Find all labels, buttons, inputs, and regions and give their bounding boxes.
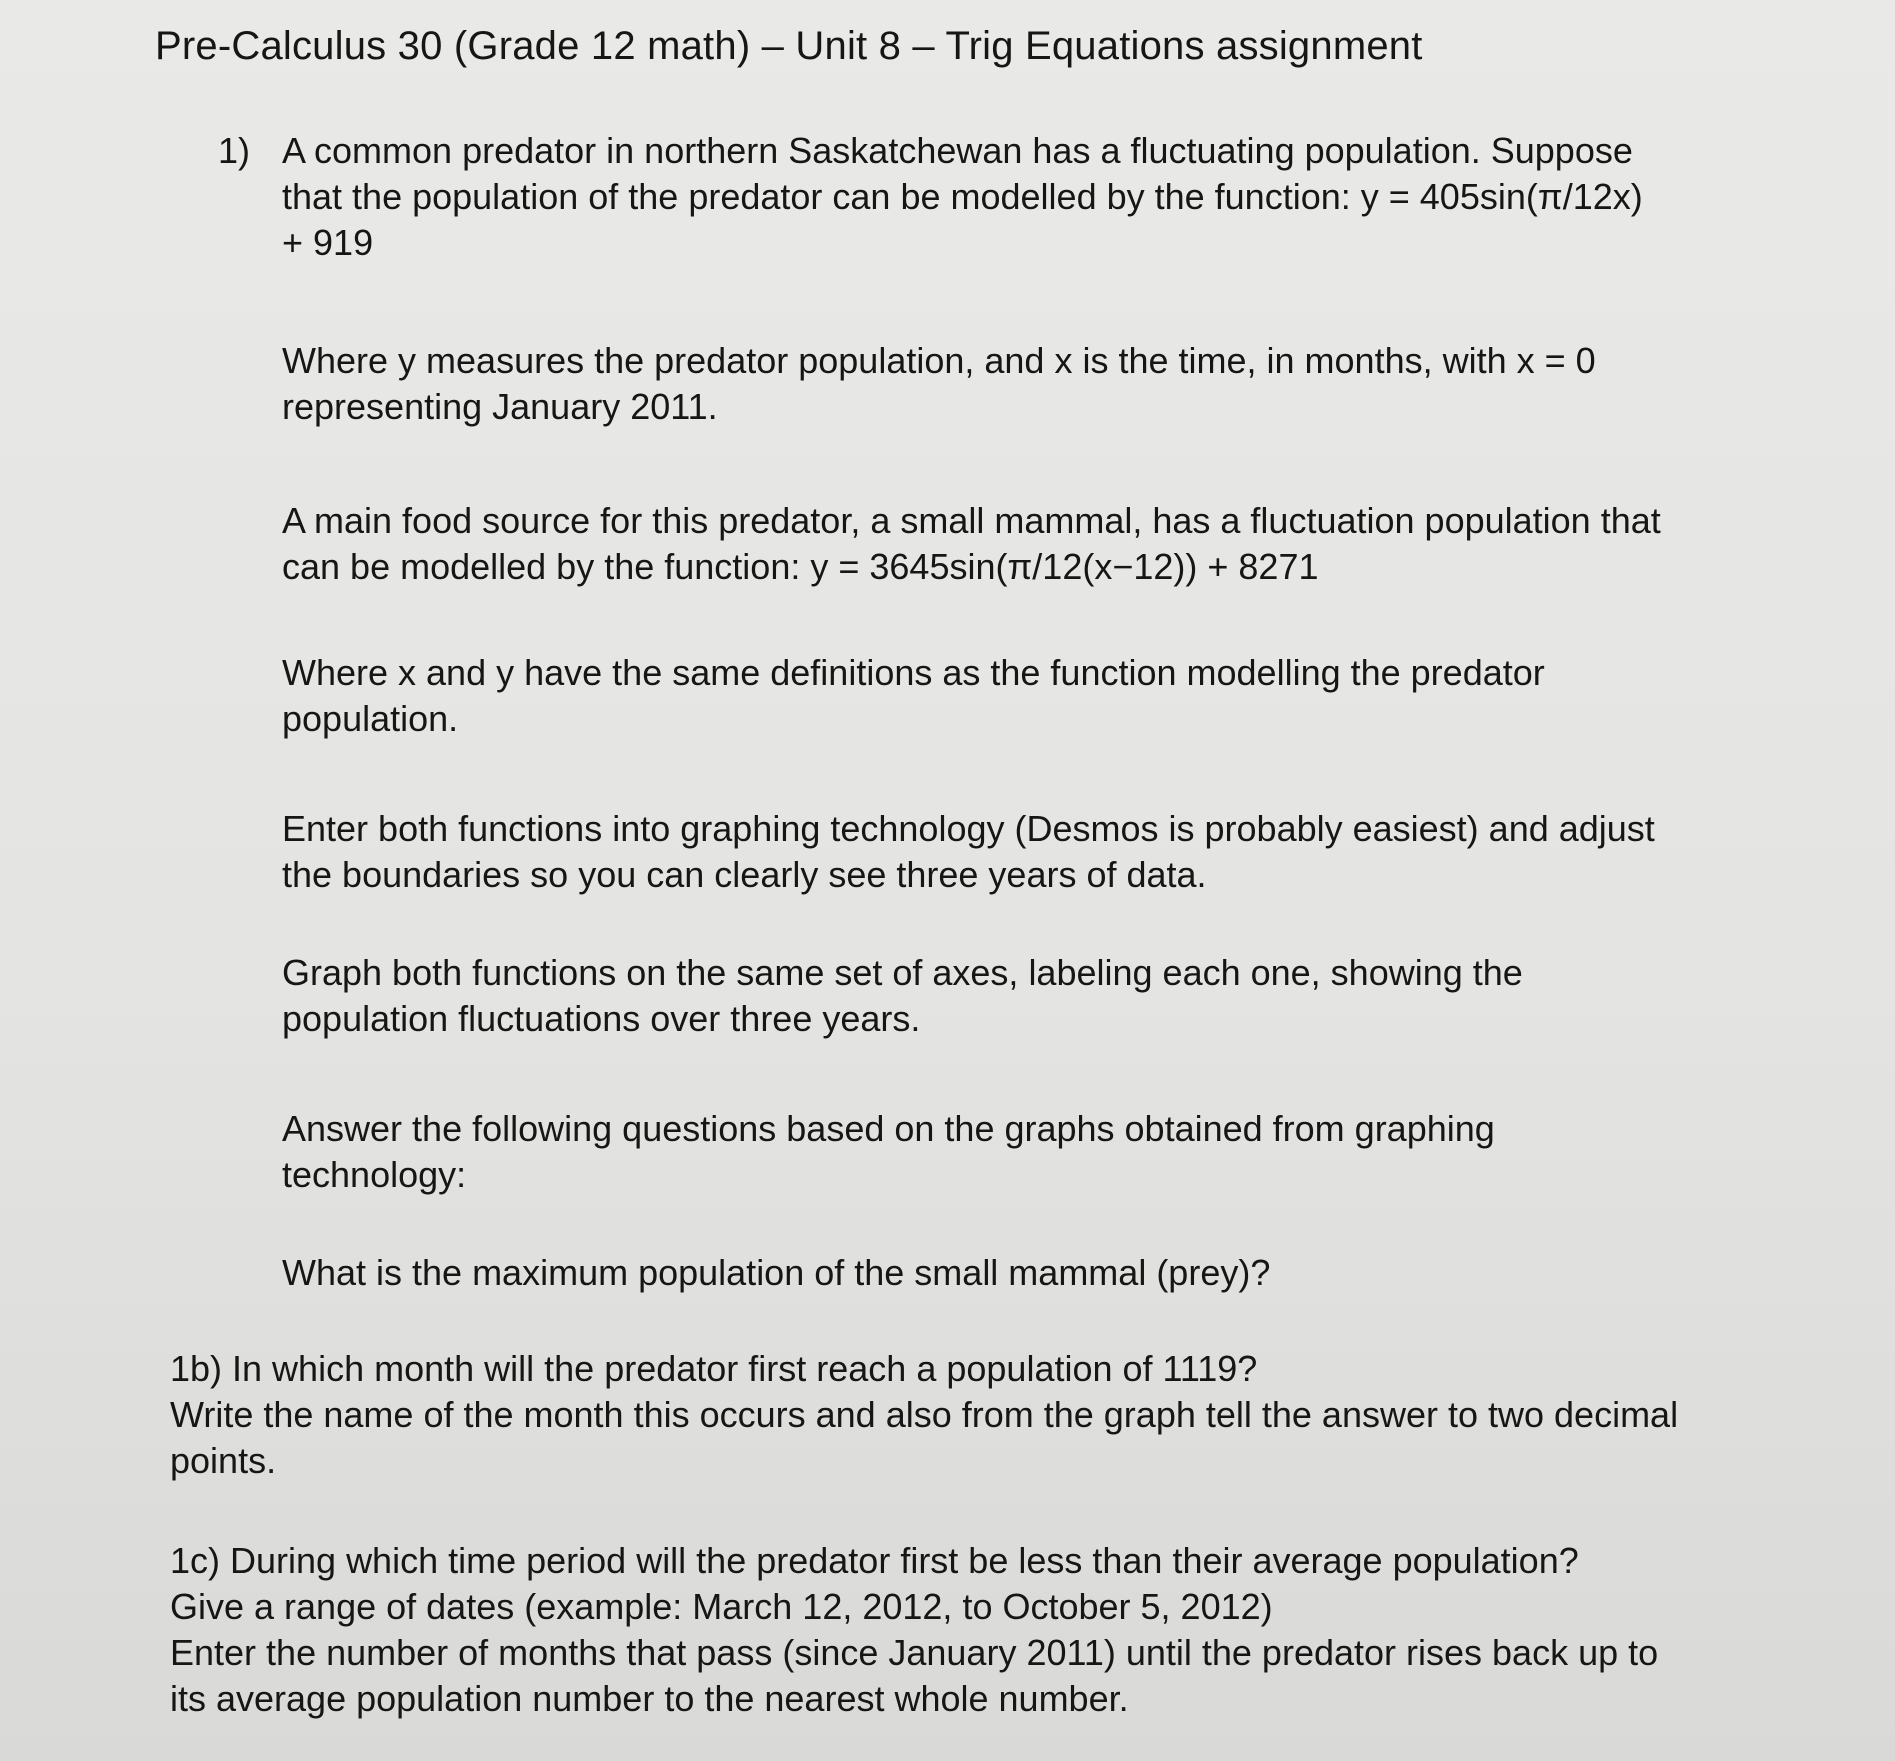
enter-functions-paragraph xyxy=(282,806,1655,898)
food-source-line-1: A main food source for this predator, a small mammal, has a fluctuation population that xyxy=(282,500,1661,541)
q1c-line-4: its average population number to the nearest whole number. xyxy=(170,1678,1129,1719)
graph-both-paragraph xyxy=(282,950,1523,1042)
enter-functions-line-1: Enter both functions into graphing technology (Desmos is probably easiest) and adjust xyxy=(282,808,1655,849)
answer-following-line-2: technology: xyxy=(282,1154,467,1195)
q1b-line-3: points. xyxy=(170,1440,277,1481)
graph-both-line-1: Graph both functions on the same set of axes, labeling each one, showing the xyxy=(282,952,1523,993)
answer-following-line-1: Answer the following questions based on the graphs obtained from graphing xyxy=(282,1108,1495,1149)
intro-line-3: + 919 xyxy=(282,222,374,263)
intro-line-1: A common predator in northern Saskatchewan has a fluctuating population. Suppose xyxy=(282,130,1633,171)
q1c-line-1: 1c) During which time period will the predator first be less than their average population? xyxy=(170,1540,1579,1581)
same-definitions-line-1: Where x and y have the same definitions as the function modelling the predator xyxy=(282,652,1545,693)
intro-line-2: that the population of the predator can be modelled by the function: y = 405sin(π/12x) xyxy=(282,176,1643,217)
food-source-line-2: can be modelled by the function: y = 3645sin(π/12(x−12)) + 8271 xyxy=(282,546,1319,587)
where-y-line-1: Where y measures the predator population, and x is the time, in months, with x = 0 xyxy=(282,340,1596,381)
question-number: 1) xyxy=(218,130,251,171)
intro-paragraph xyxy=(282,128,1643,266)
max-population-question xyxy=(282,1250,1270,1296)
question-1b xyxy=(170,1346,1678,1484)
variable-definition-paragraph xyxy=(282,338,1596,430)
same-definitions-line-2: population. xyxy=(282,698,459,739)
same-definitions-paragraph xyxy=(282,650,1545,742)
question-1c xyxy=(170,1538,1658,1722)
q1b-line-2: Write the name of the month this occurs and also from the graph tell the answer to two decimal xyxy=(170,1394,1679,1435)
q1c-line-3: Enter the number of months that pass (since January 2011) until the predator rises back up to xyxy=(170,1632,1659,1673)
page-title: Pre-Calculus 30 (Grade 12 math) – Unit 8 – Trig Equations assignment xyxy=(155,24,1423,68)
max-question-line-1: What is the maximum population of the small mammal (prey)? xyxy=(282,1252,1271,1293)
q1b-line-1: 1b) In which month will the predator first reach a population of 1119? xyxy=(170,1348,1258,1389)
enter-functions-line-2: the boundaries so you can clearly see three years of data. xyxy=(282,854,1207,895)
food-source-paragraph xyxy=(282,498,1661,590)
graph-both-line-2: population fluctuations over three years. xyxy=(282,998,921,1039)
where-y-line-2: representing January 2011. xyxy=(282,386,718,427)
answer-following-paragraph xyxy=(282,1106,1495,1198)
q1c-line-2: Give a range of dates (example: March 12, 2012, to October 5, 2012) xyxy=(170,1586,1273,1627)
